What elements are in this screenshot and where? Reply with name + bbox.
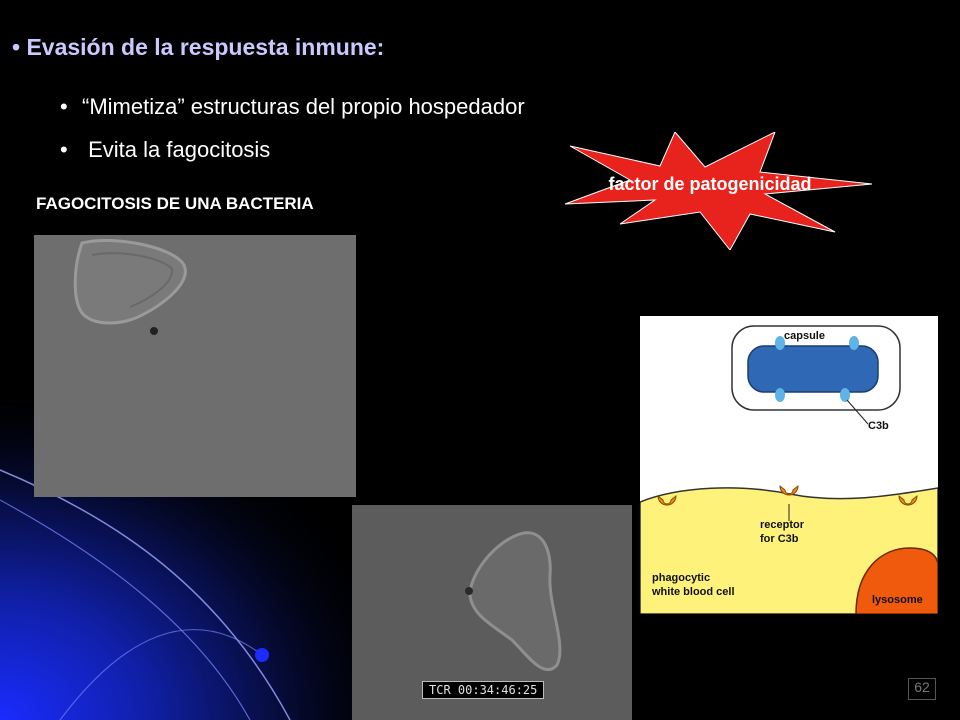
video-frame-2 bbox=[352, 505, 632, 720]
bullet-fagocitosis bbox=[60, 137, 270, 163]
receptor-label-2: for C3b bbox=[760, 533, 799, 545]
c3b-molecule bbox=[849, 336, 859, 350]
cell-label: phagocytic bbox=[652, 572, 711, 584]
lysosome-label: lysosome bbox=[872, 594, 923, 606]
capsule-label: capsule bbox=[784, 330, 825, 342]
bullet-text: Evita la fagocitosis bbox=[82, 137, 271, 162]
page-number: 62 bbox=[908, 678, 936, 700]
phagocytosis-diagram bbox=[640, 316, 938, 614]
receptor-label: receptor bbox=[760, 519, 805, 531]
bullet-mimetiza bbox=[60, 94, 525, 120]
video-frame-1 bbox=[34, 235, 356, 497]
diagram-illustration bbox=[640, 316, 938, 614]
c3b-molecule bbox=[840, 388, 850, 402]
bullet-dot: • bbox=[60, 137, 68, 162]
c3b-molecule bbox=[775, 388, 785, 402]
video-subheading: FAGOCITOSIS DE UNA BACTERIA bbox=[36, 194, 314, 213]
cell-label-2: white blood cell bbox=[652, 586, 735, 598]
cell-image-1 bbox=[34, 235, 356, 497]
bacterium-body bbox=[748, 346, 878, 392]
bullet-text: “Mimetiza” estructuras del propio hospedador bbox=[82, 94, 525, 119]
starburst-label: factor de patogenicidad bbox=[608, 174, 812, 194]
bullet-dot: • bbox=[60, 94, 68, 119]
video-timecode: TCR 00:34:46:25 bbox=[422, 681, 544, 699]
c3b-label: C3b bbox=[868, 420, 889, 432]
slide-title: • Evasión de la respuesta inmune: bbox=[12, 34, 385, 60]
